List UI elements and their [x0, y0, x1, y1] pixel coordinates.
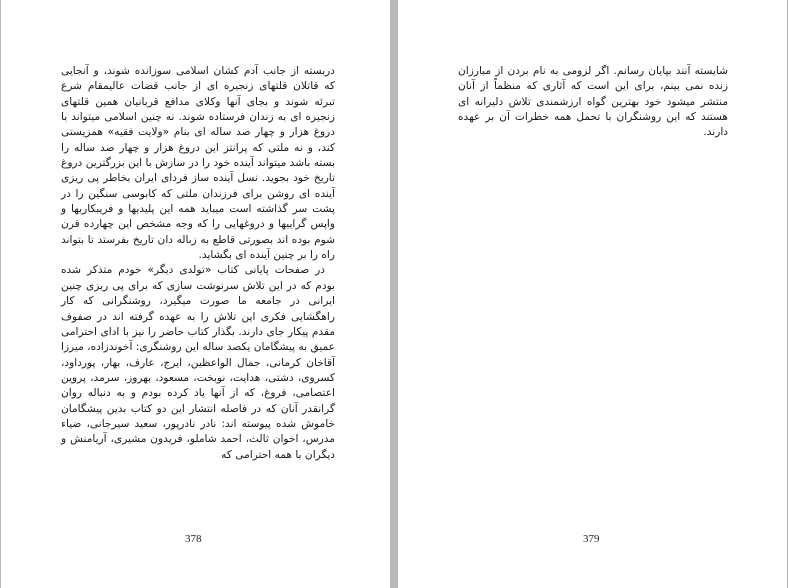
- paragraph: شایسته آنند بپایان رسانم. اگر لزومی به نام بردن از مبارزان زنده نمی بینم، برای این است که آثاری که منظماً از آنان منتشر میشود خود بهترین گواه ارزشمندی تلاش دلیرانه ای هستند که این روشنگران با تحمل همه خطرات آن بر عهده دارند.: [458, 65, 728, 139]
- right-page-text: [458, 64, 728, 141]
- right-page: [398, 0, 787, 588]
- paragraph: دربسته از جانب آدم کشان اسلامی سوزانده شوند، و آنجایی که قاتلان قلتهای زنجیره ای از جانب قضات عالیمقام شرع تبرئه شوند و بجای آنها وکلای مدافع قربانیان همین قلتهای زنجیره ای به زندان فرستاده شوند. نه چنین اسلامی میتواند با دروغ هزار و چهار صد ساله ای بنام «ولایت فقیه» همزیستی کند، و نه ملتی که پرانتز این دروغ هزار و چهار صد ساله را بسته باشد میتواند آینده خود را در سازش با این بزرگترین دروغ تاریخ خود بجوید. نسل آینده ساز فردای ایران بخاطر پی ریزی آینده ای روشن برای فرزندان ملتی که کابوسی سنگین را در پشت سر گذاشته است میباید همه این پلیدیها و فریبکاریها و واپس گراییها و دروغهایی را که وجه مشخص این چهارده قرن شوم بوده اند بصورتی قاطع به زباله دان تاریخ بفرستد تا بتواند راه را بر چنین آینده ای بگشاید.: [61, 65, 335, 262]
- left-page-text: [61, 64, 335, 463]
- paragraph: در صفحات پایانی کتاب «تولدی دیگر» خودم متذکر شده بودم که در این تلاش سرنوشت سازی که برای پی ریزی چنین ایرانی در جامعه ما صورت میگیرد، روشنگرانی که کار راهگشایی فکری این تلاش را به عهده گرفته اند در صفوف مقدم پیکار جای دارند. بگذار کتاب حاضر را نیز با ادای احترامی عمیق به پیشگامان یکصد ساله این روشنگری: آخوندزاده، میرزا آقاخان کرمانی، جمال الواعظین، ایرج، عارف، بهار، پورداود، کسروی، دشتی، هدایت، نوبخت، مسعود، بهروز، سرمد، پروین اعتصامی، فروغ، که از آنها یاد کرده بودم و به دنباله روان گرانقدر آنان که در فاصله انتشار این دو کتاب بدین پیشگامان خاموش شده پیوسته اند: نادر نادرپور، سعید سیرجانی، ضیاء مدرس، اخوان ثالث، احمد شاملو، فریدون مشیری، آریامنش و دیگران با همه احترامی که: [61, 264, 335, 461]
- page-number-left: 378: [185, 533, 202, 545]
- page-number-right: 379: [583, 533, 600, 545]
- left-page: [1, 0, 390, 588]
